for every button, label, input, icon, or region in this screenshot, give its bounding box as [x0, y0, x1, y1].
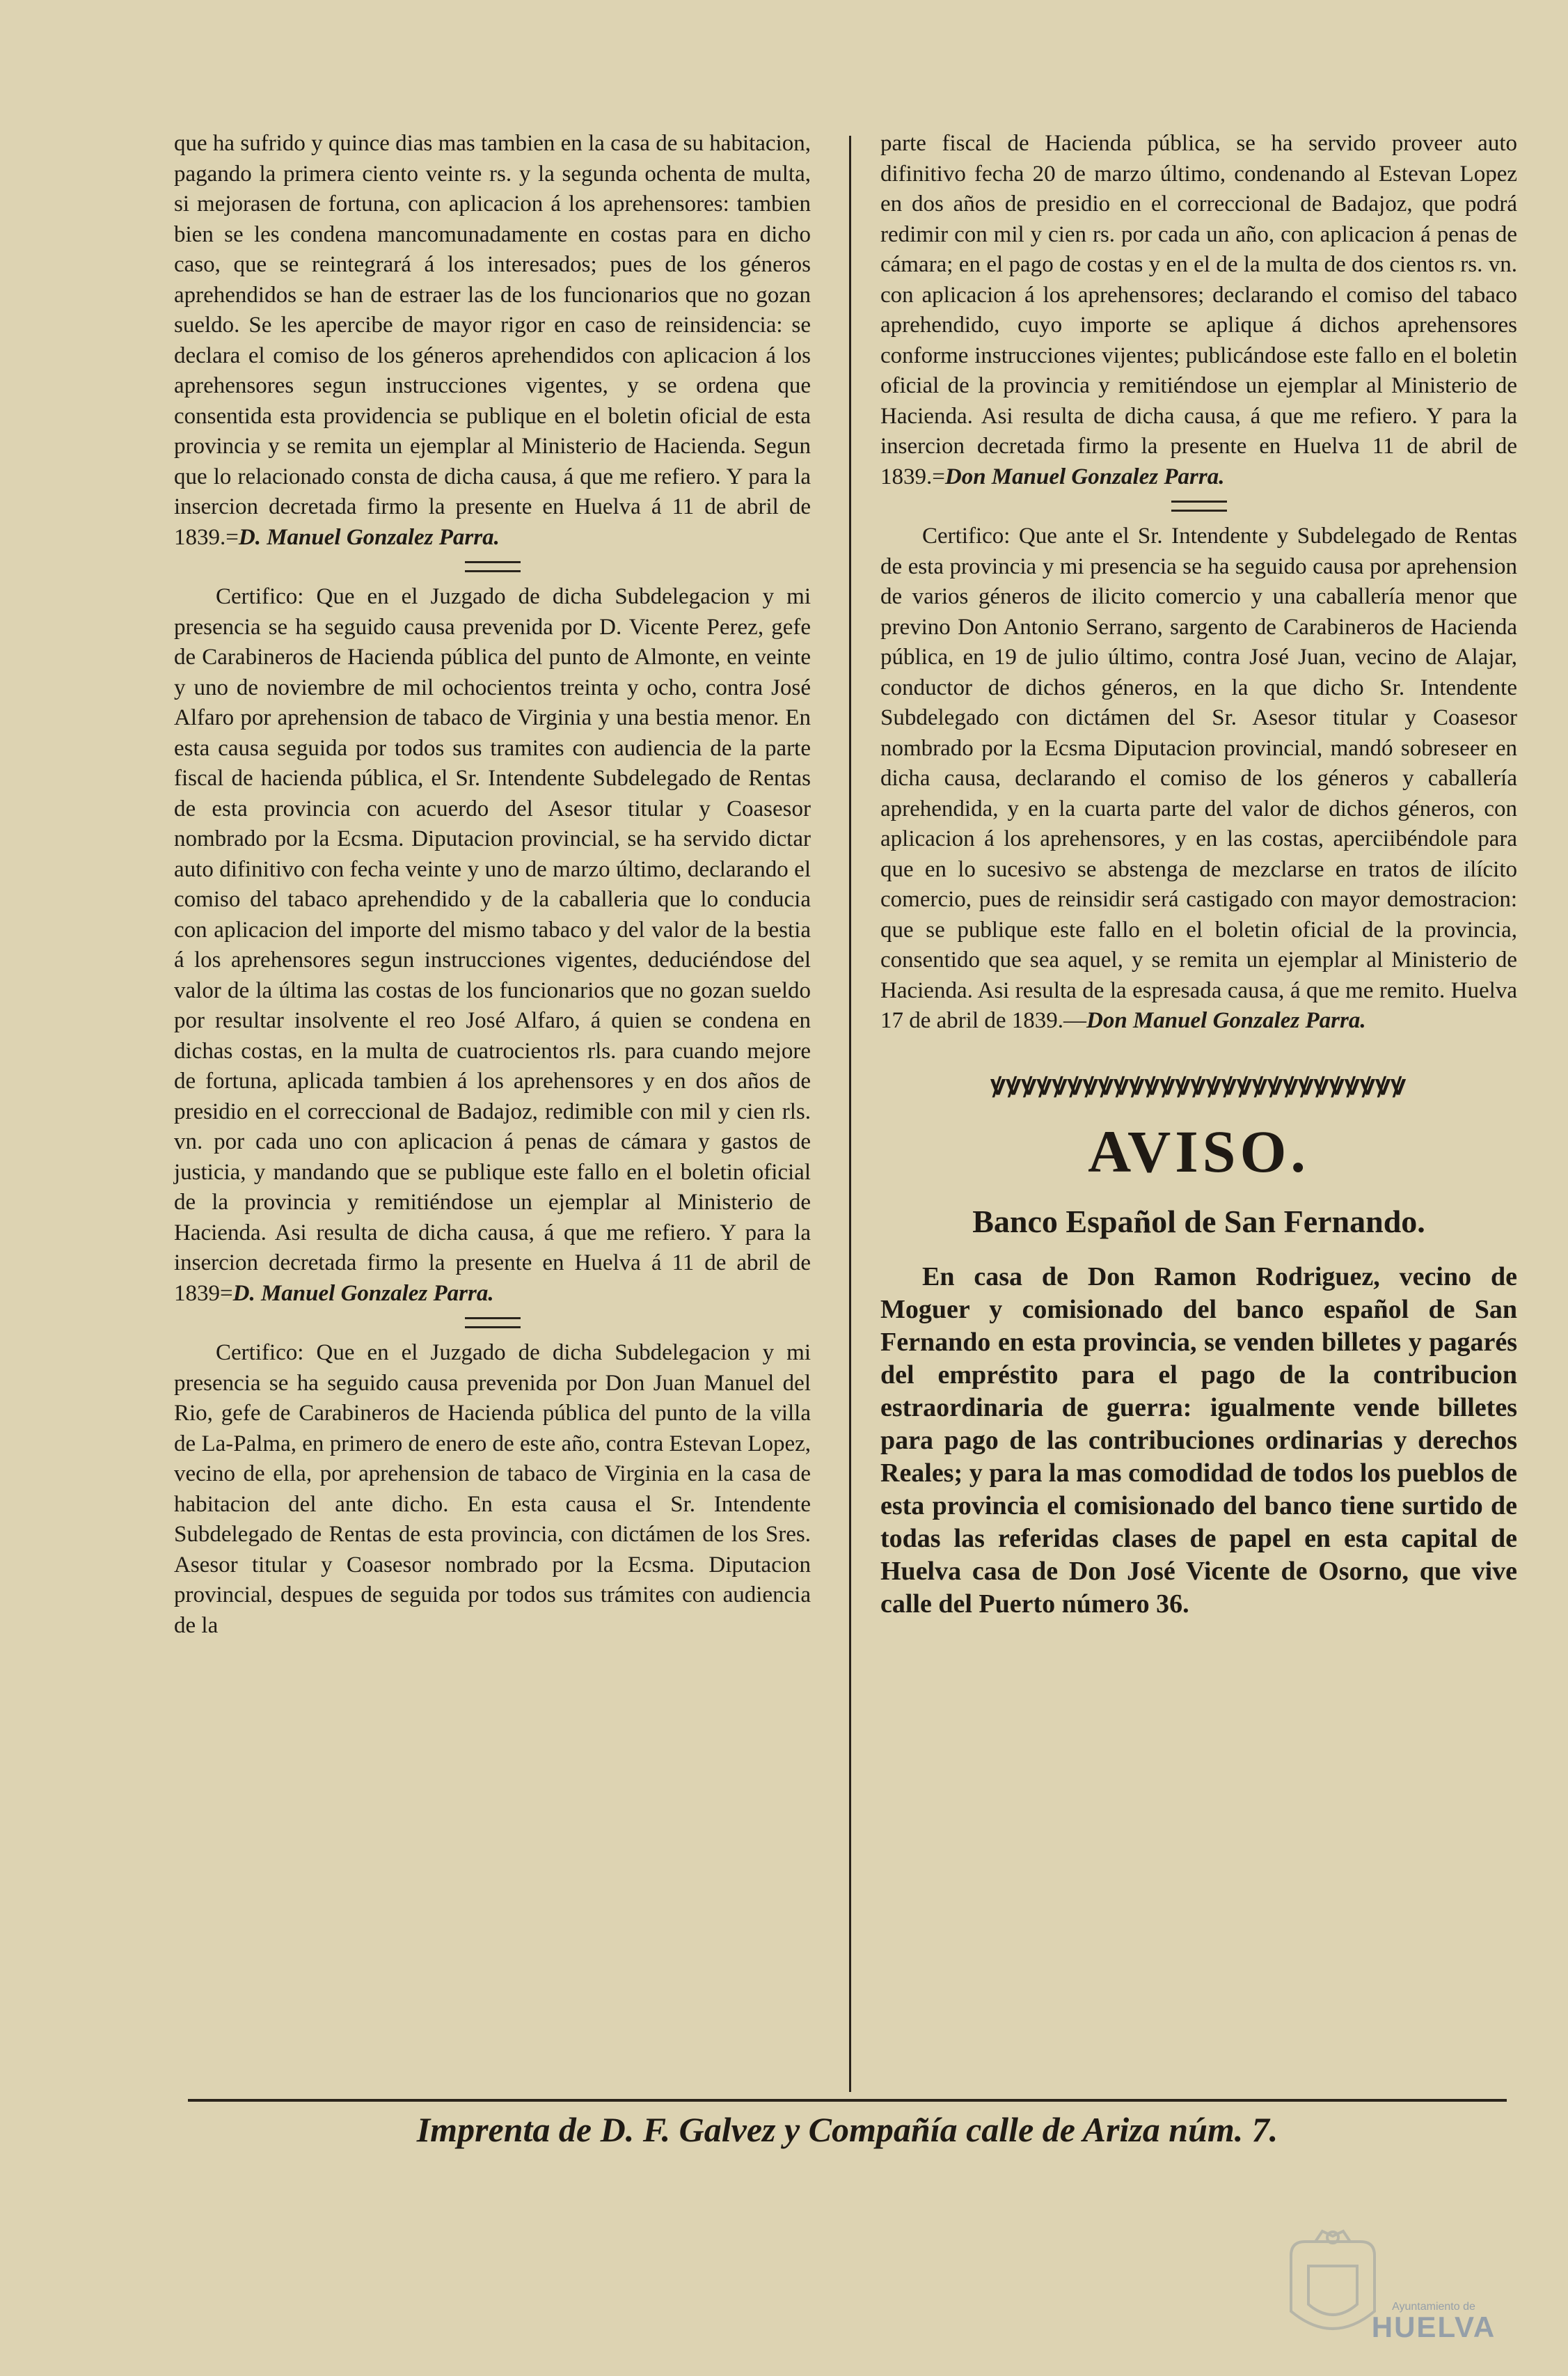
right-paragraph-2-text: Certifico: Que ante el Sr. Intendente y Subdelegado de Rentas de esta provincia y mi presencia se ha seguido causa por aprehension de varios géneros de ilicito comercio y una caballería menor que previno Don Antonio Serrano, sargento de Carabineros de Hacienda pública, en 19 de julio último, contra José Juan, vecino de Alajar, conductor de dichos géneros, en la que dicho Sr. Intendente Subdelegado con dictámen del Sr. Asesor titular y Coasesor nombrado por la Ecsma Diputacion provincial, mandó sobreseer en dicha causa, declarando el comiso de los géneros y caballería aprehendida, y en la cuarta parte del valor de dichos géneros, con aplicacion á los aprehensores, y en las costas, aperciibéndole para que en lo sucesivo se abstenga de mezclarse en tratos de ilícito comercio, pues de reinsidir será castigado con mayor demostracion: que se publique este fallo en el boletin oficial de la provincia, consentido que sea aquel, y se remita un ejemplar al Ministerio de Hacienda. Asi resulta de la espresada causa, á que me remito. Huelva 17 de abril de 1839.— [880, 524, 1517, 1033]
ornamental-border: ꝟꝟꝟꝟꝟꝟꝟꝟꝟꝟꝟꝟꝟꝟꝟꝟꝟꝟꝟꝟꝟꝟꝟꝟꝟꝟꝟ [990, 1069, 1407, 1101]
section-separator [1171, 501, 1227, 512]
right-column [880, 129, 1517, 1621]
left-paragraph-1-text: que ha sufrido y quince dias mas tambien en la casa de su habitacion, pagando la primera ciento veinte rs. y la segunda ochenta de multa, si mejorasen de fortuna, con aplicacion á los aprehensores: tambien bien se les condena mancomunadamente en costas para en dicho caso, que se reintegrará á los interesados; pues de los géneros aprehendidos se han de estraer las de los funcionarios que no gozan sueldo. Se les apercibe de mayor rigor en caso de reinsidencia: se declara el comiso de los géneros aprehendidos con aplicacion á los aprehensores segun instrucciones vigentes, y se ordena que consentida esta providencia se publique en el boletin oficial de esta provincia y se remita un ejemplar al Ministerio de Hacienda. Segun que lo relacionado consta de dicha causa, á que me refiero. Y para la insercion decretada firmo la presente en Huelva á 11 de abril de 1839.= [174, 131, 811, 550]
left-paragraph-2-signature: D. Manuel Gonzalez Parra. [232, 1280, 494, 1306]
aviso-heading: AVISO. [1088, 1117, 1310, 1185]
left-paragraph-2 [174, 582, 811, 1309]
aviso-body [880, 1261, 1517, 1621]
column-divider [849, 136, 851, 2092]
seal-line-2: HUELVA [1371, 2311, 1496, 2343]
seal-line-1: Ayuntamiento de [1392, 2301, 1475, 2313]
right-paragraph-1 [880, 129, 1517, 492]
right-paragraph-2-signature: Don Manuel Gonzalez Parra. [1086, 1008, 1366, 1033]
left-paragraph-1-signature: D. Manuel Gonzalez Parra. [238, 524, 500, 550]
right-paragraph-1-signature: Don Manuel Gonzalez Parra. [944, 464, 1225, 489]
left-paragraph-3: Certifico: Que en el Juzgado de dicha Subdelegacion y mi presencia se ha seguido causa prevenida por Don Juan Manuel del Rio, gefe de Carabineros de Hacienda pública del punto de la villa de La-Palma, en primero de enero de este año, contra Estevan Lopez, vecino de ella, por aprehension de tabaco de Virginia en la casa de habitacion del ante dicho. En esta causa el Sr. Intendente Subdelegado de Rentas de esta provincia, con dictámen de los Sres. Asesor titular y Coasesor nombrado por la Ecsma. Diputacion provincial, despues de seguida por todos sus trámites con audiencia de la [174, 1340, 811, 1638]
right-paragraph-2 [880, 521, 1517, 1037]
footer-rule [188, 2099, 1507, 2102]
section-separator [465, 561, 521, 572]
left-column [174, 129, 811, 1641]
right-paragraph-1-text: parte fiscal de Hacienda pública, se ha servido proveer auto difinitivo fecha 20 de marzo último, condenando al Estevan Lopez en dos años de presidio en el correccional de Badajoz, que podrá redimir con mil y cien rs. por cada un año, con aplicacion á penas de cámara; en el pago de costas y en el de la multa de dos cientos rs. vn. con aplicacion á los aprehensores; declarando el comiso del tabaco aprehendido, cuyo importe se aplique á dichos aprehensores conforme instrucciones vijentes; publicándose este fallo en el boletin oficial de la provincia y remitiéndose un ejemplar al Ministerio de Hacienda. Asi resulta de dicha causa, á que me refiero. Y para la insercion decretada firmo la presente en Huelva 11 de abril de 1839.= [880, 131, 1517, 489]
bank-name-heading: Banco Español de San Fernando. [972, 1203, 1425, 1239]
section-separator [465, 1317, 521, 1328]
left-paragraph-1 [174, 129, 811, 553]
printer-imprint: Imprenta de D. F. Galvez y Compañía calle de Ariza núm. 7. [416, 2110, 1278, 2149]
left-paragraph-2-text: Certifico: Que en el Juzgado de dicha Subdelegacion y mi presencia se ha seguido causa prevenida por D. Vicente Perez, gefe de Carabineros de Hacienda pública del punto de Almonte, en veinte y uno de noviembre de mil ochocientos treinta y ocho, contra José Alfaro por aprehension de tabaco de Virginia y una bestia menor. En esta causa seguida por todos sus tramites con audiencia de la parte fiscal de hacienda pública, el Sr. Intendente Subdelegado de Rentas de esta provincia con acuerdo del Asesor titular y Coasesor nombrado por la Ecsma. Diputacion provincial, se ha servido dictar auto difinitivo con fecha veinte y uno de marzo último, declarando el comiso del tabaco aprehendido y de la caballeria que lo conducia con aplicacion del importe del mismo tabaco y del valor de la bestia á los aprehensores segun instrucciones vigentes, deduciéndose del valor de la última las costas de los funcionarios que no gozan sueldo por resultar insolvente el reo José Alfaro, á quien se condena en dichas costas, en la multa de cuatrocientos rls. para cuando mejore de fortuna, aplicada tambien á los aprehensores y en dos años de presidio en el correccional de Badajoz, redimible con mil y cien rls. vn. por cada uno con aplicacion á penas de cámara y gastos de justicia, y mandando que se publique este fallo en el boletin oficial de la provincia y remitiéndose un ejemplar al Ministerio de Hacienda. Asi resulta de dicha causa, á que me refiero. Y para la insercion decretada firmo la presente en Huelva á 11 de abril de 1839= [174, 584, 811, 1306]
aviso-paragraph: En casa de Don Ramon Rodriguez, vecino de Moguer y comisionado del banco español de San Fernando en esta provincia, se venden billetes y pagarés del empréstito para el pago de la contribucion estraordinaria de guerra: igualmente vende billetes para pago de las contribuciones ordinarias y derechos Reales; y para la mas comodidad de todos los pueblos de esta provincia el comisionado del banco tiene surtido de todas las referidas clases de papel en esta capital de Huelva casa de Don José Vicente de Osorno, que vive calle del Puerto número 36. [880, 1261, 1517, 1619]
city-seal-label [1354, 2301, 1514, 2341]
